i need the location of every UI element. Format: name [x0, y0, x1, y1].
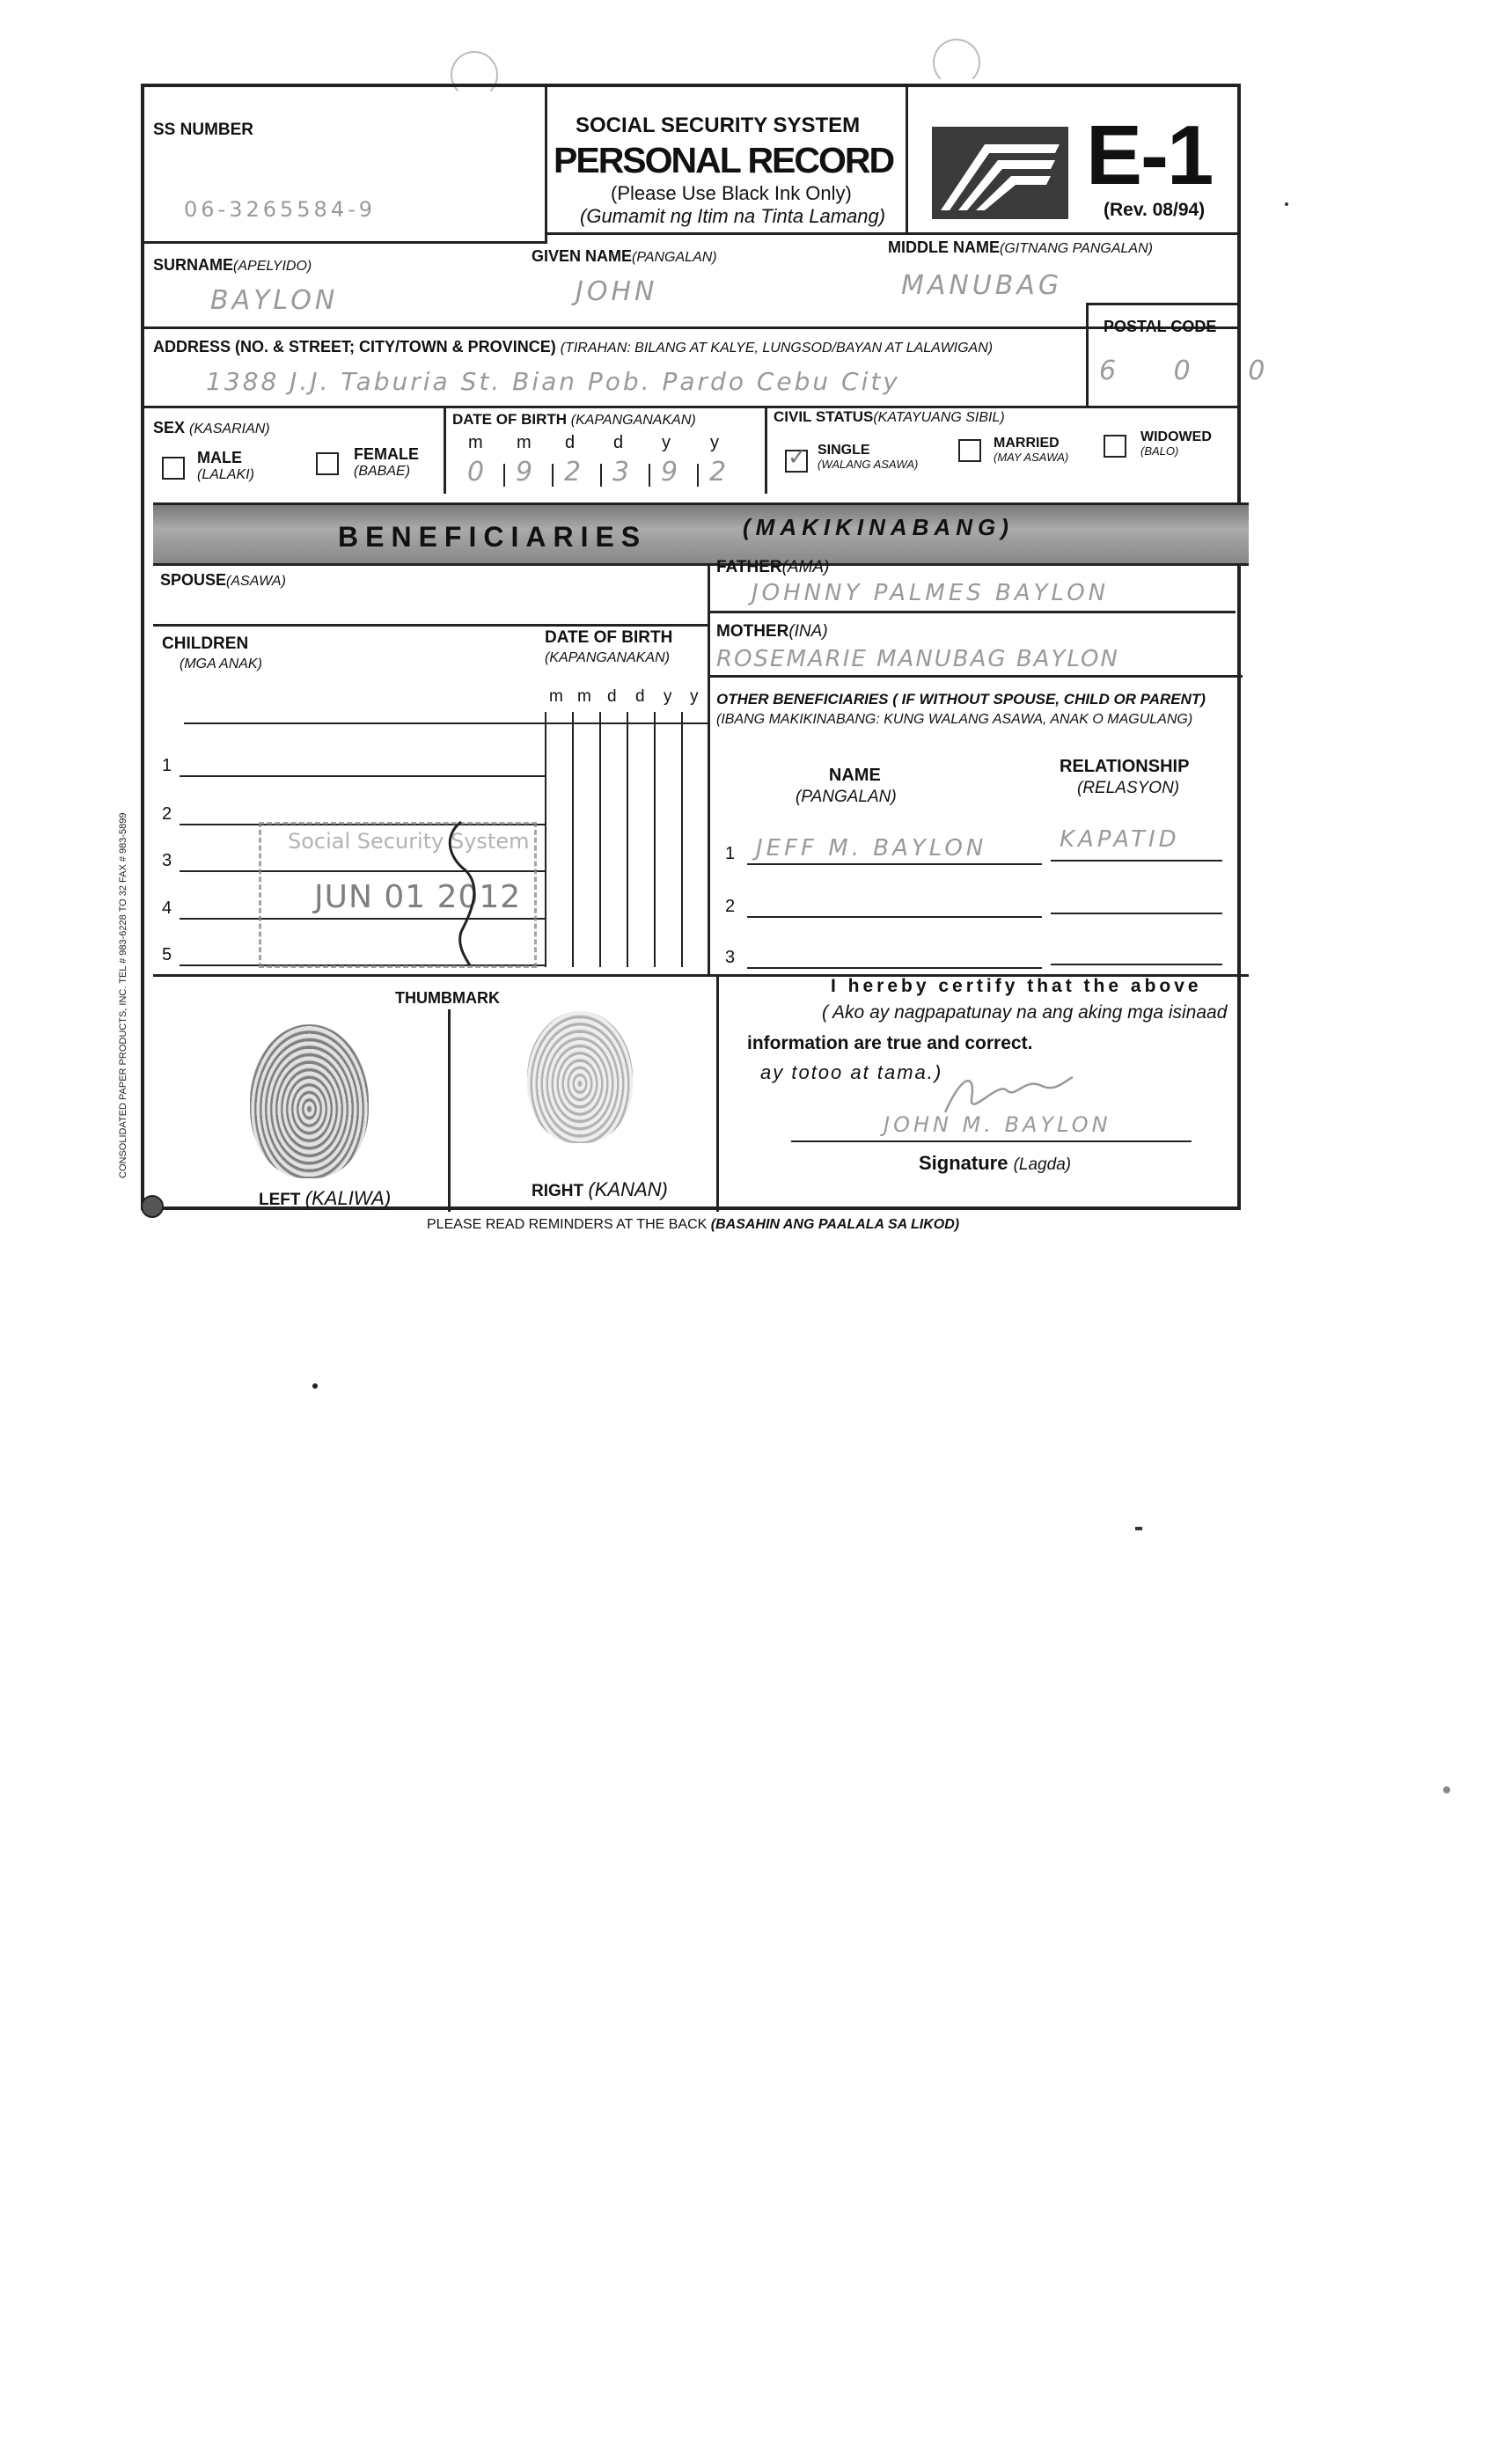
father-label: FATHER(AMA): [716, 558, 830, 576]
given-name-label: GIVEN NAME(PANGALAN): [532, 247, 717, 265]
stamp-signature-stroke: [435, 818, 488, 967]
address-value: 1388 J.J. Taburia St. Bian Pob. Pardo Cebu City: [206, 367, 900, 396]
widowed-checkbox[interactable]: [1104, 435, 1126, 458]
company-logo-icon: [141, 1195, 164, 1218]
civil-status-label: CIVIL STATUS(KATAYUANG SIBIL): [774, 408, 1005, 425]
form-title: PERSONAL RECORD: [554, 140, 894, 180]
other-beneficiaries-label: OTHER BENEFICIARIES ( IF WITHOUT SPOUSE, CHILD OR PARENT) (IBANG MAKIKINABANG: KUNG WALANG ASAWA, ANAK O MAGULANG): [716, 691, 1206, 727]
e1-personal-record-form: SS NUMBER 06-3265584-9 SOCIAL SECURITY SYSTEM PERSONAL RECORD (Please Use Black Ink Only) (Gumamit ng Itim na Tinta Lamang) E-1 (Rev. 08/94) SURNAME(APELYIDO) BAYLON GIVEN NAME(PANGALAN) JOHN MIDDLE NAME(GITNANG PANGALAN) MANUBAG ADDRESS (NO. & STREET; CITY/TOWN & PROVINCE) (TIRAHAN: BILANG AT KALYE, LUNGSOD/BAYAN AT LALAWIGAN) 1388 J.J. Taburia St. Bian Pob. Pardo Cebu City POSTAL CODE 6 0 0 SEX (KASARIAN) MALE (LALAKI) FEMALE (BABAE) DATE OF BIRTH (KAPANGANAKAN) m m d d y y 0 9 2 3 9 2 CIVIL STATUS(KATAYUANG SIBIL) ✓ SINGLE (WALANG ASAWA) MARRIED (MAY ASAWA) WIDOWED (BALO) BENEFICIARIES (MAKIKINABANG) SPOUSE(ASAWA) FATHER(AMA) JOHNNY PALMES BAYLON MOTHER(INA) ROSEMARIE MANUBAG BAYLON CHILDREN (MGA ANAK) DATE OF BIRTH (KAPANGANAKAN) m m d d y y 1 2 3 4 5 Social Security System JUN 01 2012 OTHER BENEFICIARIES ( IF WITHOUT SPOUSE, CHILD OR PARENT) (IBANG MAKIKINABANG: KUNG WALANG ASAWA, ANAK O MAGULANG) NAME (PANGALAN) RELATIONSHIP (RELASYON) 1 JEFF M. BAYLON KAPATID 2 3 THUMBMARK LEFT (KALIWA) RIGHT (KANAN) I hereby certify that the above ( Ako ay nagpapatunay na ang aking mga isinaad information are true and correct. ay totoo at tama.) JOHN M. BAYLON Signature (Lagda) CONSOLIDATED PAPER PRODUCTS, INC. TEL # 983-6228 TO 32 FAX # 983-5899: [141, 84, 1241, 1210]
left-thumb-label: LEFT (KALIWA): [259, 1187, 392, 1209]
instruction-english: (Please Use Black Ink Only): [611, 182, 852, 204]
left-thumbprint-icon: [250, 1024, 369, 1178]
children-label: CHILDREN (MGA ANAK): [162, 634, 262, 671]
signature-printed-name: JOHN M. BAYLON: [884, 1112, 1111, 1137]
surname-label: SURNAME(APELYIDO): [153, 256, 312, 274]
relationship-column-head: RELATIONSHIP (RELASYON): [1060, 757, 1190, 797]
middle-name-value: MANUBAG: [901, 270, 1063, 301]
spouse-label: SPOUSE(ASAWA): [160, 571, 286, 589]
widowed-label: WIDOWED (BALO): [1140, 429, 1212, 458]
certify-line-1: I hereby certify that the above: [831, 976, 1202, 996]
punch-hole-right: [933, 39, 980, 86]
female-checkbox[interactable]: [316, 452, 339, 475]
received-stamp: Social Security System JUN 01 2012: [259, 822, 537, 968]
scan-speck: [312, 1383, 318, 1389]
address-label: ADDRESS (NO. & STREET; CITY/TOWN & PROVINCE) (TIRAHAN: BILANG AT KALYE, LUNGSOD/BAYAN AT LALAWIGAN): [153, 338, 994, 356]
mother-label: MOTHER(INA): [716, 622, 828, 641]
male-label: MALE (LALAKI): [197, 449, 254, 482]
postal-code-label: POSTAL CODE: [1104, 318, 1217, 335]
ss-number-value: 06-3265584-9: [184, 197, 377, 222]
scan-speck: [1443, 1786, 1450, 1793]
instruction-filipino: (Gumamit ng Itim na Tinta Lamang): [580, 205, 886, 227]
father-value: JOHNNY PALMES BAYLON: [752, 580, 1110, 606]
printer-info: CONSOLIDATED PAPER PRODUCTS, INC. TEL # 983-6228 TO 32 FAX # 983-5899: [118, 812, 128, 1178]
right-thumbprint-icon: [527, 1011, 633, 1143]
thumbmark-label: THUMBMARK: [395, 989, 500, 1007]
certify-line-4: ay totoo at tama.): [760, 1061, 943, 1083]
mother-value: ROSEMARIE MANUBAG BAYLON: [716, 646, 1119, 672]
certify-line-3: information are true and correct.: [747, 1033, 1033, 1053]
agency-name: SOCIAL SECURITY SYSTEM: [576, 114, 861, 137]
right-thumb-label: RIGHT (KANAN): [532, 1178, 668, 1200]
scan-speck: [1135, 1527, 1142, 1530]
surname-value: BAYLON: [210, 285, 339, 316]
children-dob-label: DATE OF BIRTH (KAPANGANAKAN): [545, 628, 673, 665]
married-checkbox[interactable]: [958, 439, 981, 462]
male-checkbox[interactable]: [162, 457, 185, 480]
reminder-note: PLEASE READ REMINDERS AT THE BACK (BASAHIN ANG PAALALA SA LIKOD): [427, 1217, 960, 1232]
single-label: SINGLE (WALANG ASAWA): [818, 443, 919, 471]
certify-line-2: ( Ako ay nagpapatunay na ang aking mga isinaad: [822, 1002, 1228, 1023]
form-revision: (Rev. 08/94): [1104, 200, 1206, 220]
sex-label: SEX (KASARIAN): [153, 419, 270, 436]
other-beneficiary-rows: 1 JEFF M. BAYLON KAPATID 2 3: [725, 835, 1253, 976]
name-column-head: NAME (PANGALAN): [796, 766, 897, 806]
given-name-value: JOHN: [576, 276, 658, 307]
children-dob-grid: [545, 712, 708, 967]
postal-code-value: 6 0 0: [1099, 356, 1290, 386]
middle-name-label: MIDDLE NAME(GITNANG PANGALAN): [888, 238, 1153, 256]
single-check-mark: ✓: [788, 444, 807, 470]
dob-label: DATE OF BIRTH (KAPANGANAKAN): [452, 411, 696, 428]
beneficiaries-banner: BENEFICIARIES (MAKIKINABANG): [153, 502, 1249, 566]
married-label: MARRIED (MAY ASAWA): [994, 436, 1069, 464]
children-rows: 1 2 3 4 5: [162, 756, 549, 985]
dob-digits: 0 9 2 3 9 2: [467, 457, 730, 488]
form-code: E-1: [1086, 108, 1213, 202]
female-label: FEMALE (BABAE): [354, 445, 419, 479]
signature-label: Signature (Lagda): [919, 1152, 1072, 1174]
sss-logo-icon: [932, 127, 1068, 219]
ss-number-label: SS NUMBER: [153, 121, 254, 139]
scan-speck: [1285, 202, 1288, 206]
